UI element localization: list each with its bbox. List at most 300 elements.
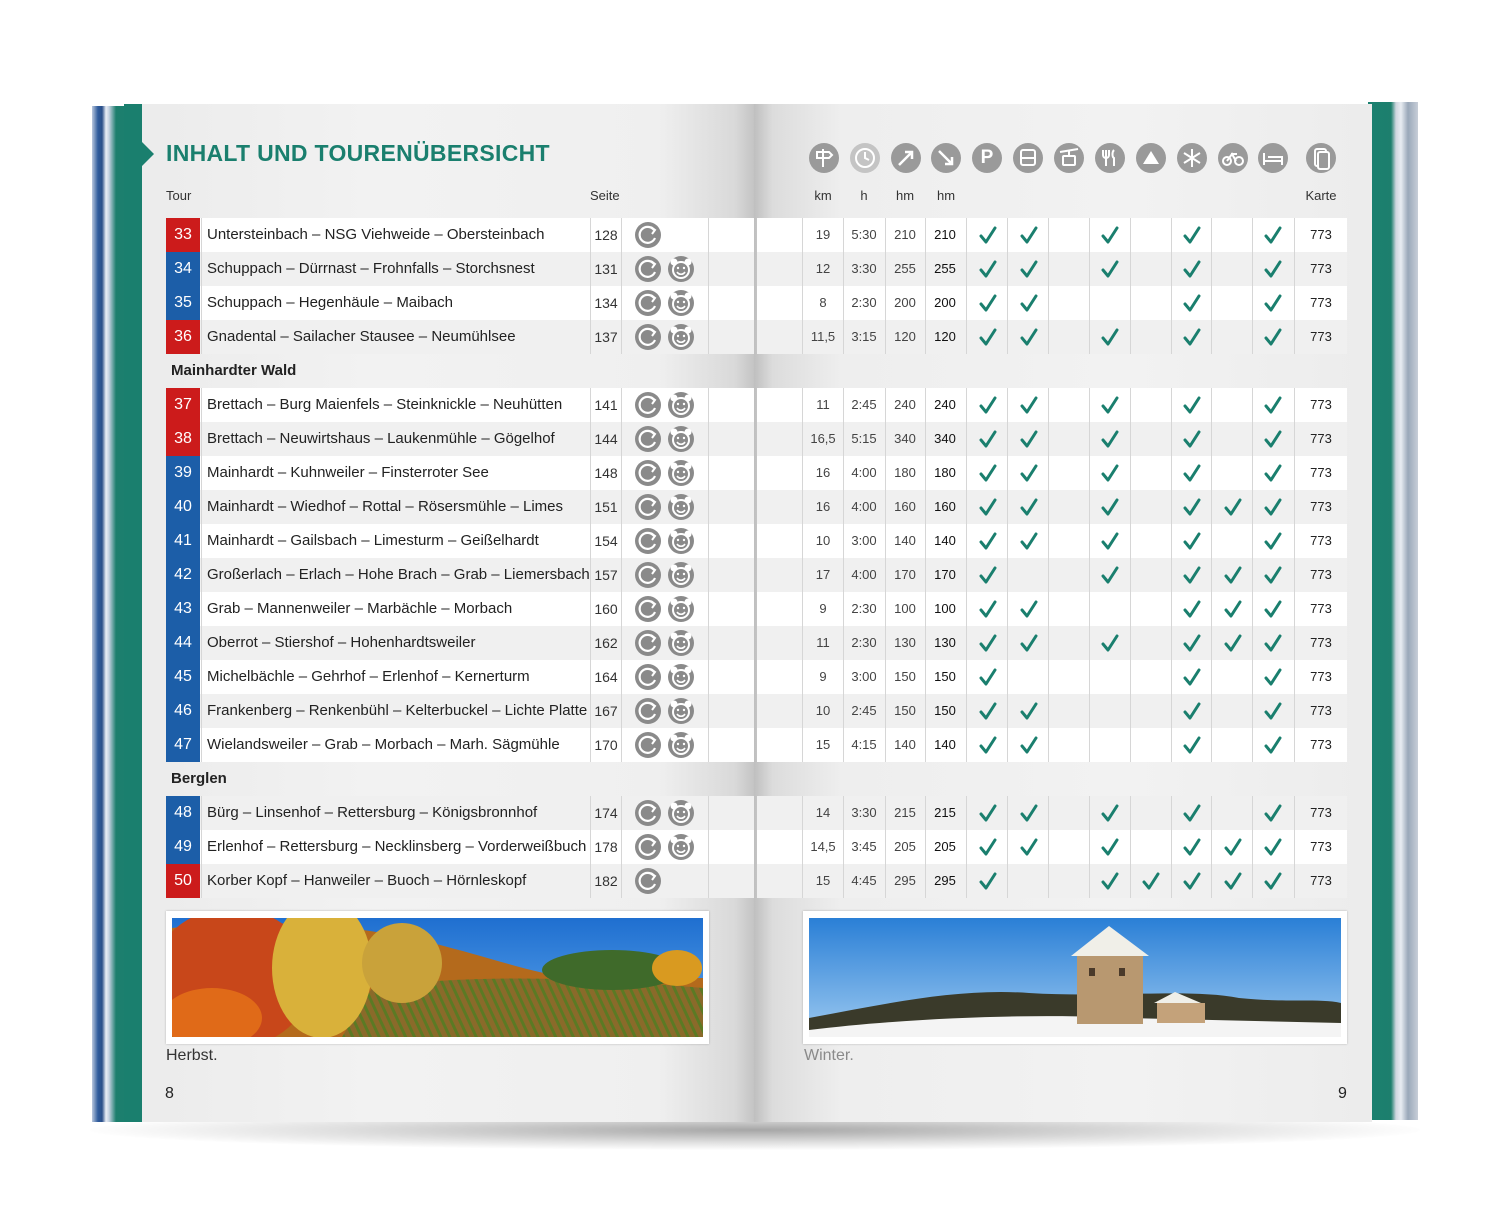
- section-heading: Berglen: [171, 770, 227, 787]
- row-content: [0, 626, 1500, 660]
- tour-descent: 150: [934, 703, 956, 718]
- column-divider: [1130, 592, 1131, 626]
- check-icon: [1020, 328, 1038, 346]
- check-icon: [1264, 396, 1282, 414]
- tour-duration: 4:00: [851, 567, 877, 582]
- column-divider: [1171, 422, 1172, 456]
- tour-name[interactable]: Wielandsweiler – Grab – Morbach – Marh. Sägmühle: [207, 736, 560, 753]
- round-tour-icon: [635, 426, 661, 452]
- check-icon: [1183, 498, 1201, 516]
- check-icon: [1183, 872, 1201, 890]
- tour-km: 17: [815, 567, 831, 582]
- column-divider: [802, 456, 803, 490]
- column-divider: [201, 694, 202, 728]
- tour-page: 144: [594, 431, 618, 447]
- round-tour-icon: [635, 834, 661, 860]
- column-divider: [201, 830, 202, 864]
- column-divider: [1294, 286, 1295, 320]
- check-icon: [1101, 396, 1119, 414]
- check-icon: [1183, 226, 1201, 244]
- round-tour-icon: [635, 528, 661, 554]
- tour-number: 37: [166, 388, 200, 422]
- tour-map: 773: [1310, 567, 1332, 582]
- tour-duration: 5:30: [851, 227, 877, 242]
- tour-name[interactable]: Untersteinbach – NSG Viehweide – Obersteinbach: [207, 226, 545, 243]
- column-divider: [590, 558, 591, 592]
- column-divider: [201, 660, 202, 694]
- kids-icon: [668, 494, 694, 520]
- column-divider: [1048, 524, 1049, 558]
- tour-descent: 170: [934, 567, 956, 582]
- tour-km: 10: [815, 533, 831, 548]
- column-divider: [1171, 490, 1172, 524]
- check-icon: [1264, 702, 1282, 720]
- section-heading: Mainhardter Wald: [171, 362, 297, 379]
- column-divider: [1007, 422, 1008, 456]
- page-number-right: 9: [1338, 1085, 1347, 1102]
- check-icon: [1101, 872, 1119, 890]
- check-icon: [1264, 804, 1282, 822]
- check-icon: [1020, 804, 1038, 822]
- kids-icon: [668, 698, 694, 724]
- column-divider: [966, 524, 967, 558]
- tour-map: 773: [1310, 431, 1332, 446]
- tour-name[interactable]: Frankenberg – Renkenbühl – Kelterbuckel – Lichte Platte: [207, 702, 588, 719]
- column-divider: [966, 456, 967, 490]
- column-divider: [621, 864, 622, 898]
- tour-number: 48: [166, 796, 200, 830]
- column-divider: [1211, 796, 1212, 830]
- check-icon: [1101, 226, 1119, 244]
- column-divider: [1130, 490, 1131, 524]
- tour-map: 773: [1310, 261, 1332, 276]
- column-divider: [1130, 252, 1131, 286]
- column-divider: [1130, 388, 1131, 422]
- round-tour-icon: [635, 494, 661, 520]
- column-divider: [1007, 286, 1008, 320]
- column-divider: [1048, 252, 1049, 286]
- column-divider: [1294, 592, 1295, 626]
- column-divider: [1171, 252, 1172, 286]
- bike-icon: [1218, 143, 1248, 173]
- clock-icon: [850, 143, 880, 173]
- column-divider: [1089, 694, 1090, 728]
- check-icon: [1264, 736, 1282, 754]
- row-content: [0, 252, 1500, 286]
- title-marker-icon: [142, 142, 154, 166]
- caption-autumn: Herbst.: [166, 1047, 218, 1064]
- column-divider: [621, 592, 622, 626]
- column-divider: [966, 830, 967, 864]
- check-icon: [979, 260, 997, 278]
- check-icon: [1224, 838, 1242, 856]
- tour-km: 15: [815, 737, 831, 752]
- column-divider: [1007, 728, 1008, 762]
- check-icon: [979, 702, 997, 720]
- check-icon: [1264, 566, 1282, 584]
- column-divider: [1171, 728, 1172, 762]
- tour-number: 38: [166, 422, 200, 456]
- column-divider: [1048, 218, 1049, 252]
- check-icon: [1142, 872, 1160, 890]
- column-divider: [708, 830, 709, 864]
- parking-letter: P: [980, 147, 994, 168]
- tour-number: 49: [166, 830, 200, 864]
- cable-car-icon: [1054, 143, 1084, 173]
- column-divider: [966, 422, 967, 456]
- column-divider: [621, 252, 622, 286]
- tour-map: 773: [1310, 601, 1332, 616]
- tour-name[interactable]: Schuppach – Hegenhäule – Maibach: [207, 294, 454, 311]
- column-divider: [1089, 388, 1090, 422]
- column-divider: [1048, 626, 1049, 660]
- check-icon: [1224, 600, 1242, 618]
- tour-page: 137: [594, 329, 618, 345]
- column-divider: [1211, 592, 1212, 626]
- check-icon: [1101, 328, 1119, 346]
- column-divider: [802, 830, 803, 864]
- photo-autumn-frame: [166, 911, 709, 1044]
- column-divider: [1294, 218, 1295, 252]
- check-icon: [979, 736, 997, 754]
- column-divider: [802, 388, 803, 422]
- column-divider: [1211, 694, 1212, 728]
- column-divider: [708, 490, 709, 524]
- column-divider: [1294, 558, 1295, 592]
- row-content: [0, 422, 1500, 456]
- check-icon: [1020, 634, 1038, 652]
- column-divider: [1252, 218, 1253, 252]
- column-divider: [621, 490, 622, 524]
- tour-duration: 3:15: [851, 329, 877, 344]
- tour-descent: 200: [934, 295, 956, 310]
- column-divider: [1211, 524, 1212, 558]
- tour-map: 773: [1310, 669, 1332, 684]
- tour-map: 773: [1310, 703, 1332, 718]
- tour-km: 11: [816, 635, 830, 650]
- tour-ascent: 170: [894, 567, 916, 582]
- column-divider: [621, 796, 622, 830]
- check-icon: [979, 668, 997, 686]
- tour-km: 9: [819, 601, 827, 616]
- tour-name[interactable]: Gnadental – Sailacher Stausee – Neumühlsee: [207, 328, 516, 345]
- tour-name[interactable]: Mainhardt – Gailsbach – Limesturm – Geißelhardt: [207, 532, 539, 549]
- check-icon: [1183, 600, 1201, 618]
- column-divider: [1089, 592, 1090, 626]
- column-divider: [201, 864, 202, 898]
- check-icon: [1101, 566, 1119, 584]
- column-divider: [1130, 422, 1131, 456]
- column-divider: [966, 694, 967, 728]
- parking-icon: [972, 143, 1002, 173]
- check-icon: [979, 294, 997, 312]
- tour-ascent: 205: [894, 839, 916, 854]
- row-content: [0, 524, 1500, 558]
- winter-icon: [1177, 143, 1207, 173]
- photo-winter: [809, 918, 1341, 1037]
- column-divider: [1007, 694, 1008, 728]
- kids-icon: [668, 800, 694, 826]
- tour-descent: 240: [934, 397, 956, 412]
- column-divider: [1048, 422, 1049, 456]
- column-divider: [201, 626, 202, 660]
- column-divider: [1048, 728, 1049, 762]
- check-icon: [1224, 634, 1242, 652]
- check-icon: [1183, 396, 1201, 414]
- check-icon: [1183, 260, 1201, 278]
- tour-number: 35: [166, 286, 200, 320]
- column-divider: [1089, 558, 1090, 592]
- column-divider: [1007, 830, 1008, 864]
- row-content: [0, 694, 1500, 728]
- tour-km: 10: [815, 703, 831, 718]
- column-divider: [966, 626, 967, 660]
- column-divider: [1130, 728, 1131, 762]
- tour-descent: 205: [934, 839, 956, 854]
- tour-duration: 3:45: [851, 839, 877, 854]
- check-icon: [1183, 838, 1201, 856]
- kids-icon: [668, 528, 694, 554]
- column-divider: [1130, 660, 1131, 694]
- column-divider: [802, 524, 803, 558]
- kids-icon: [668, 460, 694, 486]
- column-divider: [1171, 626, 1172, 660]
- column-divider: [1294, 252, 1295, 286]
- column-divider: [590, 456, 591, 490]
- column-divider: [1007, 592, 1008, 626]
- check-icon: [1020, 226, 1038, 244]
- tour-map: 773: [1310, 465, 1332, 480]
- column-divider: [1048, 558, 1049, 592]
- column-divider: [590, 422, 591, 456]
- column-divider: [621, 524, 622, 558]
- column-divider: [1171, 558, 1172, 592]
- check-icon: [1264, 294, 1282, 312]
- tour-descent: 120: [934, 329, 956, 344]
- column-divider: [1171, 830, 1172, 864]
- tour-page: 170: [594, 737, 618, 753]
- tour-name[interactable]: Mainhardt – Wiedhof – Rottal – Rösersmühle – Limes: [207, 498, 564, 515]
- ascent-icon: [891, 143, 921, 173]
- tour-page: 154: [594, 533, 618, 549]
- tour-page: 162: [594, 635, 618, 651]
- column-divider: [1211, 320, 1212, 354]
- check-icon: [1264, 532, 1282, 550]
- column-divider: [1089, 252, 1090, 286]
- column-divider: [1130, 320, 1131, 354]
- tour-map: 773: [1310, 805, 1332, 820]
- column-divider: [1252, 728, 1253, 762]
- row-content: [0, 490, 1500, 524]
- column-divider: [1294, 830, 1295, 864]
- column-divider: [590, 796, 591, 830]
- tour-name[interactable]: Oberrot – Stiershof – Hohenhardtsweiler: [207, 634, 476, 651]
- column-divider: [1089, 320, 1090, 354]
- tour-map: 773: [1310, 329, 1332, 344]
- check-icon: [1224, 498, 1242, 516]
- tour-name[interactable]: Brettach – Burg Maienfels – Steinknickle – Neuhütten: [207, 396, 563, 413]
- column-divider: [1171, 524, 1172, 558]
- column-divider: [802, 218, 803, 252]
- tour-duration: 2:45: [851, 397, 877, 412]
- column-divider: [590, 524, 591, 558]
- column-divider: [1211, 218, 1212, 252]
- column-divider: [1252, 422, 1253, 456]
- tour-descent: 140: [934, 533, 956, 548]
- check-icon: [1020, 498, 1038, 516]
- check-icon: [1101, 430, 1119, 448]
- column-divider: [621, 626, 622, 660]
- column-divider: [1294, 320, 1295, 354]
- kids-icon: [668, 426, 694, 452]
- check-icon: [1020, 838, 1038, 856]
- column-divider: [1007, 864, 1008, 898]
- tour-km: 12: [815, 261, 831, 276]
- column-divider: [802, 252, 803, 286]
- check-icon: [979, 396, 997, 414]
- tour-number: 50: [166, 864, 200, 898]
- check-icon: [1183, 532, 1201, 550]
- row-content: [0, 660, 1500, 694]
- check-icon: [979, 498, 997, 516]
- tour-duration: 4:15: [851, 737, 877, 752]
- column-divider: [621, 694, 622, 728]
- column-divider: [1171, 320, 1172, 354]
- header-tour: Tour: [166, 188, 192, 203]
- column-divider: [1211, 626, 1212, 660]
- tour-number: 36: [166, 320, 200, 354]
- tour-name[interactable]: Mainhardt – Kuhnweiler – Finsterroter See: [207, 464, 489, 481]
- column-divider: [1048, 864, 1049, 898]
- tour-page: 141: [594, 397, 618, 413]
- column-divider: [621, 830, 622, 864]
- tour-ascent: 120: [894, 329, 916, 344]
- column-divider: [1171, 218, 1172, 252]
- column-divider: [708, 286, 709, 320]
- check-icon: [1264, 634, 1282, 652]
- tour-name[interactable]: Bürg – Linsenhof – Rettersburg – Königsbronnhof: [207, 804, 538, 821]
- column-divider: [1294, 660, 1295, 694]
- tour-name[interactable]: Brettach – Neuwirtshaus – Laukenmühle – Gögelhof: [207, 430, 555, 447]
- tour-km: 11: [816, 397, 830, 412]
- column-divider: [1007, 388, 1008, 422]
- column-divider: [1252, 388, 1253, 422]
- column-divider: [1130, 830, 1131, 864]
- tour-name[interactable]: Michelbächle – Gehrhof – Erlenhof – Kernerturm: [207, 668, 530, 685]
- tour-duration: 2:30: [851, 601, 877, 616]
- check-icon: [1020, 396, 1038, 414]
- column-divider: [590, 830, 591, 864]
- column-divider: [621, 558, 622, 592]
- column-divider: [966, 388, 967, 422]
- check-icon: [1183, 702, 1201, 720]
- column-divider: [201, 728, 202, 762]
- column-divider: [621, 388, 622, 422]
- tour-km: 11,5: [810, 329, 836, 344]
- column-divider: [1252, 286, 1253, 320]
- tour-map: 773: [1310, 499, 1332, 514]
- check-icon: [1264, 498, 1282, 516]
- tour-name[interactable]: Grab – Mannenweiler – Marbächle – Morbach: [207, 600, 513, 617]
- column-divider: [1130, 286, 1131, 320]
- tour-page: 151: [594, 499, 618, 515]
- column-divider: [708, 626, 709, 660]
- kids-icon: [668, 392, 694, 418]
- tour-map: 773: [1310, 839, 1332, 854]
- tour-page: 134: [594, 295, 618, 311]
- column-divider: [1089, 286, 1090, 320]
- tour-page: 157: [594, 567, 618, 583]
- tour-page: 167: [594, 703, 618, 719]
- page-title: INHALT UND TOURENÜBERSICHT: [166, 140, 550, 166]
- column-divider: [708, 864, 709, 898]
- check-icon: [1020, 294, 1038, 312]
- column-divider: [966, 864, 967, 898]
- column-divider: [1048, 320, 1049, 354]
- column-divider: [1048, 592, 1049, 626]
- column-divider: [1089, 660, 1090, 694]
- row-content: [0, 558, 1500, 592]
- tour-km: 16,5: [810, 431, 836, 446]
- tour-number: 39: [166, 456, 200, 490]
- tour-descent: 215: [934, 805, 956, 820]
- check-icon: [1101, 838, 1119, 856]
- tour-number: 33: [166, 218, 200, 252]
- column-divider: [1089, 626, 1090, 660]
- tour-ascent: 160: [894, 499, 916, 514]
- column-divider: [1007, 490, 1008, 524]
- row-content: [0, 218, 1500, 252]
- column-divider: [1211, 660, 1212, 694]
- tour-name[interactable]: Großerlach – Erlach – Hohe Brach – Grab – Liemersbach: [207, 566, 590, 583]
- check-icon: [1183, 668, 1201, 686]
- tour-page: 178: [594, 839, 618, 855]
- column-divider: [1089, 524, 1090, 558]
- column-divider: [1294, 490, 1295, 524]
- check-icon: [1183, 430, 1201, 448]
- column-divider: [201, 388, 202, 422]
- tour-page: 131: [594, 261, 618, 277]
- tour-map: 773: [1310, 635, 1332, 650]
- column-divider: [590, 694, 591, 728]
- tour-name[interactable]: Erlenhof – Rettersburg – Necklinsberg – Vorderweißbuch: [207, 838, 587, 855]
- tour-descent: 130: [934, 635, 956, 650]
- tour-km: 16: [815, 465, 831, 480]
- column-divider: [966, 252, 967, 286]
- tour-ascent: 150: [894, 669, 916, 684]
- tour-name[interactable]: Korber Kopf – Hanweiler – Buoch – Hörnleskopf: [207, 872, 527, 889]
- round-tour-icon: [635, 222, 661, 248]
- tour-ascent: 295: [894, 873, 916, 888]
- check-icon: [1183, 464, 1201, 482]
- tour-ascent: 140: [894, 737, 916, 752]
- column-divider: [708, 422, 709, 456]
- column-divider: [1089, 830, 1090, 864]
- column-divider: [1048, 388, 1049, 422]
- hut-icon: [1136, 143, 1166, 173]
- column-divider: [1294, 524, 1295, 558]
- column-divider: [1252, 252, 1253, 286]
- column-divider: [201, 218, 202, 252]
- check-icon: [1264, 328, 1282, 346]
- column-divider: [1007, 320, 1008, 354]
- tour-name[interactable]: Schuppach – Dürrnast – Frohnfalls – Storchsnest: [207, 260, 535, 277]
- column-divider: [1252, 558, 1253, 592]
- kids-icon: [668, 562, 694, 588]
- tour-km: 16: [815, 499, 831, 514]
- column-divider: [590, 490, 591, 524]
- row-content: [0, 456, 1500, 490]
